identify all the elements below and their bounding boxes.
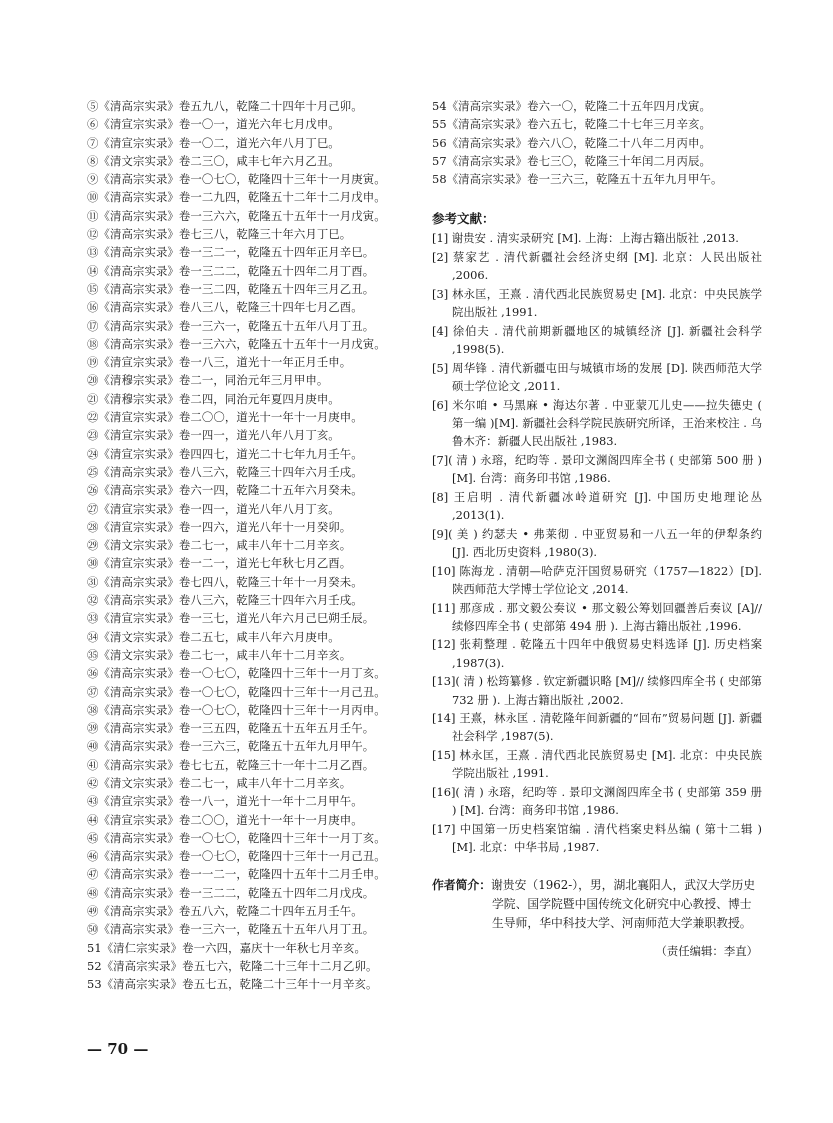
note-item: 53《清高宗实录》卷五七五，乾隆二十三年十一月辛亥。 [87,977,378,992]
note-item: ⑭《清高宗实录》卷一三二二，乾隆五十四年二月丁酉。 [87,263,375,278]
note-item: ㊹《清宣宗实录》卷二〇〇，道光十一年十一月庚申。 [87,812,363,827]
note-item: ⑯《清高宗实录》卷八三八，乾隆三十四年七月乙酉。 [87,300,363,315]
note-item: ⑨《清高宗实录》卷一〇七〇，乾隆四十三年十一月庚寅。 [87,172,386,187]
note-item: ⑦《清宣宗实录》卷一〇二，道光六年八月丁巳。 [87,135,340,150]
note-item: ㉑《清穆宗实录》卷二四，同治元年夏四月庚申。 [87,391,340,406]
note-item: ⑫《清高宗实录》卷七三八，乾隆三十年六月丁巳。 [87,227,352,242]
reference-item: [13]( 清 ) 松筠纂修 . 钦定新疆识略 [M]// 续修四库全书 ( 史部第 732 册 ). 上海古籍出版社 ,2002. [432,674,762,707]
note-item: ㉖《清高宗实录》卷六一四，乾隆二十五年六月癸未。 [87,483,363,498]
note-item: ㊴《清高宗实录》卷一三五四，乾隆五十五年五月壬午。 [87,721,375,736]
note-item: ㊲《清高宗实录》卷一〇七〇，乾隆四十三年十一月己丑。 [87,684,386,699]
note-item: ㊻《清高宗实录》卷一〇七〇，乾隆四十三年十一月己丑。 [87,849,386,864]
note-item: ㉕《清高宗实录》卷八三六，乾隆三十四年六月壬戌。 [87,464,363,479]
author-label: 作者简介： [432,878,491,893]
note-item: 57《清高宗实录》卷七三〇，乾隆三十年闰二月丙辰。 [432,153,711,168]
note-item: ㉝《清宣宗实录》卷一三七，道光八年六月己巳朔壬辰。 [87,611,375,626]
note-item: ⑱《清高宗实录》卷一三六六，乾隆五十五年十一月戊寅。 [87,336,386,351]
note-item: ⑥《清宣宗实录》卷一〇一，道光六年七月戊申。 [87,117,340,132]
note-item: ㊼《清高宗实录》卷一一二一，乾隆四十五年十二月壬申。 [87,867,386,882]
note-item: ㉓《清宣宗实录》卷一四一，道光八年八月丁亥。 [87,428,340,443]
note-item: ㊺《清高宗实录》卷一〇七〇，乾隆四十三年十一月丁亥。 [87,830,386,845]
note-item: 54《清高宗实录》卷六一〇，乾隆二十五年四月戊寅。 [432,99,711,113]
note-item: ㉙《清文宗实录》卷二七一，咸丰八年十二月辛亥。 [87,538,352,553]
note-item: 52《清高宗实录》卷五七六，乾隆二十三年十二月乙卯。 [87,958,378,973]
note-item: ⑲《清宣宗实录》卷一八三，道光十一年正月壬申。 [87,355,352,370]
reference-item: [2] 蔡家艺 . 清代新疆社会经济史纲 [M]. 北京：人民出版社 ,2006. [432,250,762,283]
note-item: ㉜《清高宗实录》卷八三六，乾隆三十四年六月壬戌。 [87,593,363,608]
references-list [432,229,762,856]
reference-item: [5] 周华锋 . 清代新疆屯田与城镇市场的发展 [D]. 陕西师范大学硕士学位论文 ,2011. [432,360,762,394]
author-bio: 谢贵安（1962-），男，湖北襄阳人，武汉大学历史学院、国学院暨中国传统文化研究中心教授、博士生导师，华中科技大学、河南师范大学兼职教授。 [491,878,756,931]
references-heading: 参考文献： [432,211,495,227]
note-item: 56《清高宗实录》卷六八〇，乾隆二十八年二月丙申。 [432,135,711,150]
note-item: ⑪《清高宗实录》卷一三六六，乾隆五十五年十一月戊寅。 [87,208,386,223]
note-item: ㉒《清宣宗实录》卷二〇〇，道光十一年十一月庚申。 [87,410,363,425]
note-item: ㉛《清高宗实录》卷七四八，乾隆三十年十一月癸未。 [87,574,363,589]
reference-item: [3] 林永匡，王熹 . 清代西北民族贸易史 [M]. 北京：中央民族学院出版社 ,1991. [432,287,762,320]
note-item: ㊶《清高宗实录》卷七七五，乾隆三十一年十二月乙酉。 [87,757,375,772]
reference-item: [6] 米尔咱 • 马黑麻 • 海达尔著 . 中亚蒙兀儿史——拉失德史 ( 第一编 )[M]. 新疆社会科学院民族研究所译，王治来校注 . 乌鲁木齐：新疆人民出版社 ,1983. [432,397,762,449]
reference-item: [7]( 清 ) 永瑢，纪昀等 . 景印文渊阁四库全书 ( 史部第 500 册 ) [M]. 台湾：商务印书馆 ,1986. [432,452,762,486]
right-column [432,97,762,960]
reference-item: [16]( 清 ) 永瑢，纪昀等 . 景印文渊阁四库全书 ( 史部第 359 册 ) [M]. 台湾：商务印书馆 ,1986. [432,785,762,818]
note-item: ㊵《清高宗实录》卷一三六三，乾隆五十五年九月甲午。 [87,739,375,754]
note-item: ㊽《清高宗实录》卷一三二二，乾隆五十四年二月戊戌。 [87,885,375,900]
note-item: ㉗《清宣宗实录》卷一四一，道光八年八月丁亥。 [87,501,340,516]
reference-item: [10] 陈海龙 . 清朝—哈萨克汗国贸易研究（1757—1822）[D]. 陕西师范大学博士学位论文 ,2014. [432,563,762,596]
note-item: ⑧《清文宗实录》卷二三〇，咸丰七年六月乙丑。 [87,153,340,168]
reference-item: [11] 那彦成 . 那文毅公奏议 • 那文毅公筹划回疆善后奏议 [A]// 续修四库全书 ( 史部第 494 册 ). 上海古籍出版社 ,1996. [432,600,762,633]
note-item: 55《清高宗实录》卷六五七，乾隆二十七年三月辛亥。 [432,117,711,132]
reference-item: [8] 王启明 . 清代新疆冰岭道研究 [J]. 中国历史地理论丛 ,2013(1). [432,489,762,523]
reference-item: [17] 中国第一历史档案馆编 . 清代档案史料丛编 ( 第十二辑 ) [M]. 北京：中华书局 ,1987. [432,821,762,855]
note-item: ㊳《清高宗实录》卷一〇七〇，乾隆四十三年十一月丙申。 [87,702,386,717]
reference-item: [14] 王熹，林永匡 . 清乾隆年间新疆的“回布”贸易问题 [J]. 新疆社会科学 ,1987(5). [432,711,762,744]
note-item: ㊸《清宣宗实录》卷一八一，道光十一年十二月甲午。 [87,794,363,809]
note-item: ㉚《清宣宗实录》卷一二一，道光七年秋七月乙酉。 [87,556,352,571]
note-item: ㉞《清文宗实录》卷二五七，咸丰八年六月庚申。 [87,629,340,644]
note-item: ⑤《清高宗实录》卷五九八，乾隆二十四年十月己卯。 [87,99,363,113]
reference-item: [1] 谢贵安 . 清实录研究 [M]. 上海：上海古籍出版社 ,2013. [432,231,739,246]
reference-item: [12] 张莉整理 . 乾隆五十四年中俄贸易史料选译 [J]. 历史档案 ,1987(3). [432,637,762,670]
editor-note: （责任编辑：李直） [655,944,758,959]
note-item: ⑳《清穆宗实录》卷二一，同治元年三月甲申。 [87,373,329,388]
reference-item: [4] 徐伯夫 . 清代前期新疆地区的城镇经济 [J]. 新疆社会科学 ,1998(5). [432,324,762,357]
note-item: 58《清高宗实录》卷一三六三，乾隆五十五年九月甲午。 [432,172,723,187]
note-item: ㉟《清文宗实录》卷二七一，咸丰八年十二月辛亥。 [87,647,352,662]
note-item: ㊾《清高宗实录》卷五八六，乾隆二十四年五月壬午。 [87,904,363,919]
note-item: ㉘《清宣宗实录》卷一四六，道光八年十一月癸卯。 [87,519,352,534]
notes-list-left [87,97,409,994]
notes-list-right [432,97,762,188]
page-number: — 70 — [87,1040,149,1058]
note-item: ㊷《清文宗实录》卷二七一，咸丰八年十二月辛亥。 [87,775,352,790]
note-item: ⑬《清高宗实录》卷一三二一，乾隆五十四年正月辛巳。 [87,245,375,260]
note-item: ⑮《清高宗实录》卷一三二四，乾隆五十四年三月乙丑。 [87,281,375,296]
reference-item: [9]( 美 ) 约瑟夫 • 弗莱彻 . 中亚贸易和一八五一年的伊犁条约 [J]. 西北历史资料 ,1980(3). [432,526,762,559]
note-item: ⑰《清高宗实录》卷一三六一，乾隆五十五年八月丁丑。 [87,318,375,333]
note-item: ㊱《清高宗实录》卷一〇七〇，乾隆四十三年十一月丁亥。 [87,666,386,681]
author-intro [432,876,762,933]
note-item: ㉔《清宣宗实录》卷四四七，道光二十七年九月壬午。 [87,446,363,461]
note-item: ⑩《清高宗实录》卷一二九四，乾隆五十二年十二月戊申。 [87,190,386,205]
note-item: ㊿《清高宗实录》卷一三六一，乾隆五十五年八月丁丑。 [87,922,375,937]
reference-item: [15] 林永匡，王熹 . 清代西北民族贸易史 [M]. 北京：中央民族学院出版社 ,1991. [432,748,762,781]
note-item: 51《清仁宗实录》卷一六四，嘉庆十一年秋七月辛亥。 [87,940,366,955]
